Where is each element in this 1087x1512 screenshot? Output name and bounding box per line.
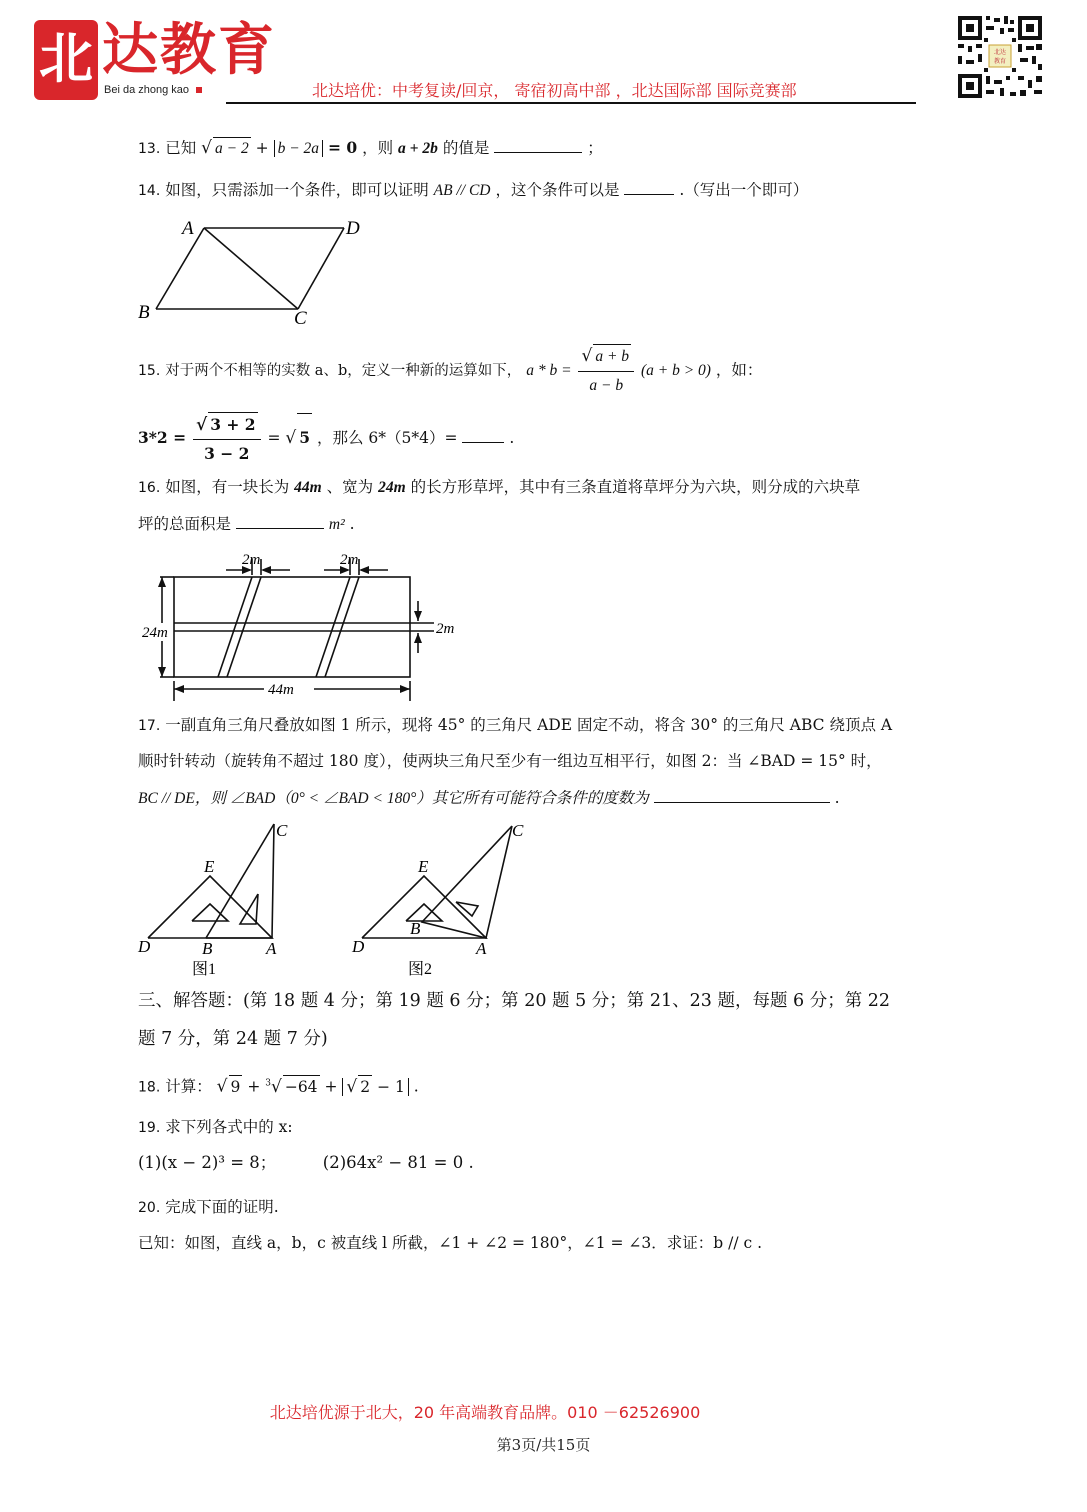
example-fraction: $\frac{√ 3 + 2}{3 - 2}$ [193, 412, 261, 466]
segment-ab [156, 228, 204, 309]
segment-dc [298, 228, 344, 309]
q17-figure-2 [350, 818, 540, 980]
q16-figure-lawn [138, 545, 468, 705]
fig1-label-b: B [202, 939, 213, 958]
label-b: B [138, 302, 150, 323]
question-16: 16. 如图，有一块长为 44m 、宽为 24m 的长方形草坪，其中有三条直道将草坪分为六块，则分成的六块草 [138, 478, 861, 496]
dim-road1: 2m [242, 552, 261, 568]
question-17: 17. 一副直角三角尺叠放如图 1 所示，现将 45° 的三角尺 ADE 固定不动，将含 30° 的三角尺 ABC 绕顶点 A [138, 716, 893, 734]
logo-char: 北 [39, 26, 93, 90]
answer-blank[interactable] [494, 136, 582, 153]
header-rule [226, 102, 916, 104]
fig1-label-e: E [204, 857, 215, 876]
fig1-caption: 图1 [192, 961, 217, 978]
lawn-rect [174, 577, 410, 677]
q17-figure-1 [136, 818, 306, 980]
question-15: 15. 对于两个不相等的实数 a、b，定义一种新的运算如下， a * b = $\frac{√ a + b}{a - b}$ (a + b > 0) ，如： [138, 344, 762, 398]
svg-text:北达: 北达 [993, 50, 1007, 56]
question-20-given: 已知：如图，直线 a，b，c 被直线 l 所截，∠1 + ∠2 = 180°，∠1 = ∠3．求证：b // c . [138, 1234, 763, 1252]
fig2-label-a: A [476, 939, 487, 958]
fig1-label-c: C [276, 821, 288, 840]
part-1: (1)(x − 2)³ = 8； [138, 1153, 277, 1172]
definition-fraction: $\frac{√ a + b}{a - b}$ [578, 344, 634, 398]
fig2-label-c: C [512, 821, 524, 840]
logo-text: 达教育 [102, 17, 276, 83]
footer-slogan: 北达培优源于北大，20 年高端教育品牌。010 －62526900 [269, 1403, 701, 1422]
dim-road3: 2m [436, 621, 455, 637]
dim-road2: 2m [340, 552, 359, 568]
fig1-label-d: D [138, 937, 151, 956]
fig2-label-b: B [410, 919, 421, 938]
answer-blank[interactable] [462, 426, 504, 443]
dim-height: 24m [142, 625, 168, 641]
question-15-example: 3*2 = $\frac{√ 3 + 2}{3 - 2}$ = √ 5 ，那么 6*（5*4）= . [138, 412, 514, 466]
question-19: 19. 求下列各式中的 x: [138, 1118, 293, 1136]
dim-length: 44m [268, 682, 294, 698]
question-17-line2: 顺时针转动（旋转角不超过 180 度），使两块三角尺至少有一组边互相平行，如图 2：当 ∠BAD = 15° 时， [138, 752, 882, 770]
fig2-label-e: E [418, 857, 429, 876]
question-18: 18. 计算： √ 9 + $^3$√ −64 + √ 2 − 1 . [138, 1076, 419, 1097]
section-3-heading: 三、解答题：(第 18 题 4 分；第 19 题 6 分；第 20 题 5 分；第 21、23 题，每题 6 分；第 22 题 7 分，第 24 题 7 分) [138, 991, 891, 1049]
qr-code[interactable] [956, 14, 1044, 100]
answer-blank[interactable] [624, 178, 674, 195]
logo-pinyin: Bei da zhong kao [104, 84, 202, 96]
question-17-line3: BC // DE，则 ∠BAD（0° < ∠BAD < 180°）其它所有可能符合条件的度数为 . [138, 786, 840, 810]
page-number: 第3页/共15页 [496, 1436, 591, 1454]
answer-blank[interactable] [654, 786, 830, 803]
question-13: 13. 已知 √ a − 2 + b − 2a = 0 ，则 a + 2b 的值是 ； [138, 138, 603, 158]
segment-ac [204, 228, 298, 309]
label-c: C [294, 308, 307, 329]
label-d: D [346, 218, 360, 239]
q14-figure-parallelogram [136, 212, 366, 330]
fig2-label-d: D [352, 937, 365, 956]
fig2-caption: 图2 [408, 961, 433, 978]
header-tagline: 北达培优：中考复读/回京， 寄宿初高中部 ，北达国际部 国际竞赛部 [312, 81, 797, 100]
question-19-parts [138, 1152, 474, 1174]
label-a: A [182, 218, 194, 239]
svg-text:教育: 教育 [993, 59, 1007, 65]
fig1-label-a: A [266, 939, 277, 958]
answer-blank[interactable] [236, 512, 324, 529]
question-14: 14. 如图，只需添加一个条件，即可以证明 AB // CD ，这个条件可以是 .（写出一个即可） [138, 178, 808, 202]
part-2: (2)64x² − 81 = 0 . [322, 1153, 474, 1172]
question-20: 20. 完成下面的证明. [138, 1198, 279, 1216]
abs-value: √ 2 − 1 [342, 1078, 408, 1096]
question-16-line2: 坪的总面积是 m² . [138, 512, 355, 536]
